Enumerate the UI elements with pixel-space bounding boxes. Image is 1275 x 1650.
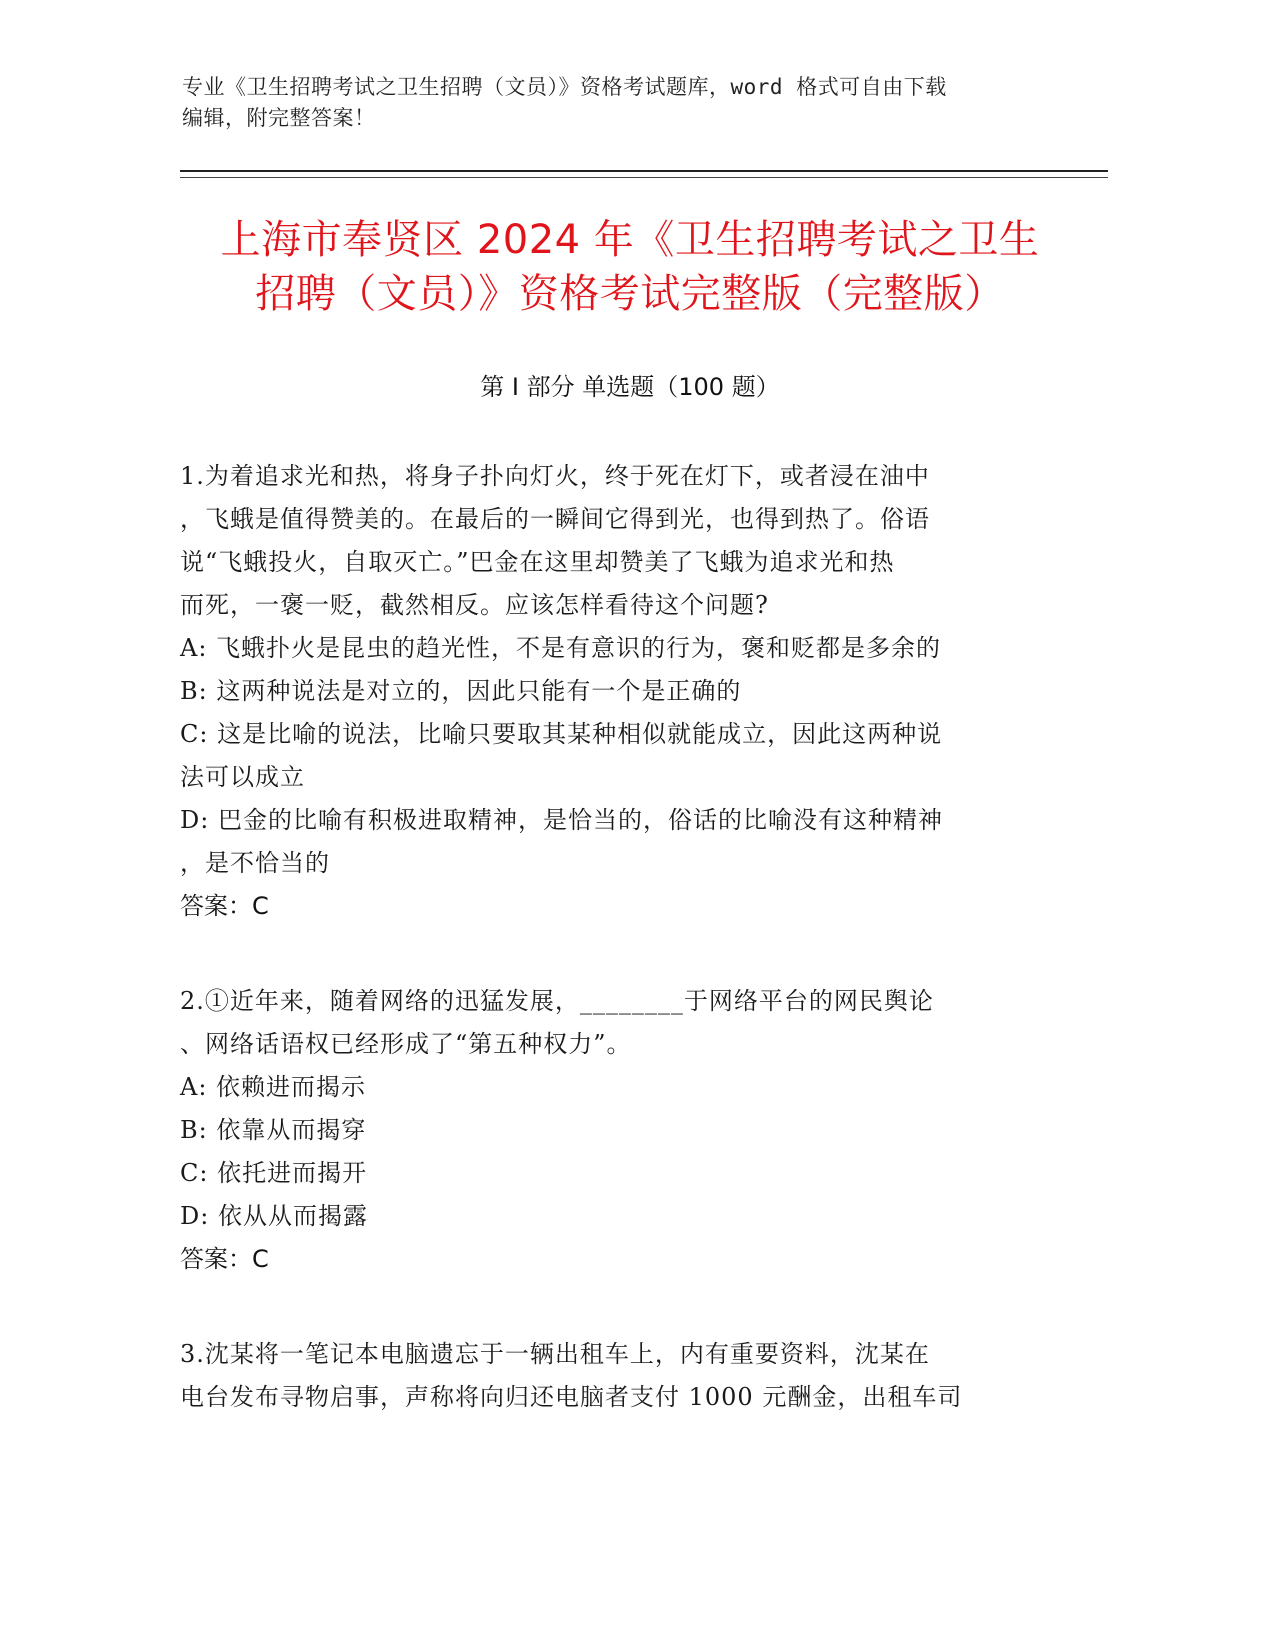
question-stem-line: 3.沈某将一笔记本电脑遗忘于一辆出租车上，内有重要资料，沈某在 bbox=[180, 1340, 930, 1368]
question-stem-line: 说“飞蛾投火，自取灭亡。”巴金在这里却赞美了飞蛾为追求光和热 bbox=[180, 548, 895, 576]
question-stem-line: 1.为着追求光和热，将身子扑向灯火，终于死在灯下，或者浸在油中 bbox=[180, 462, 930, 490]
question-2 bbox=[180, 980, 1040, 1281]
section-heading: 第 I 部分 单选题（100 题） bbox=[480, 373, 780, 401]
header-note-line-2: 编辑，附完整答案！ bbox=[182, 106, 376, 130]
answer-label: 答案：C bbox=[180, 1245, 269, 1273]
question-stem-line: 电台发布寻物启事，声称将向归还电脑者支付 1000 元酬金，出租车司 bbox=[180, 1383, 963, 1411]
document-title-line-2: 招聘（文员）》资格考试完整版（完整版） bbox=[255, 271, 1005, 317]
option-d-continued: ，是不恰当的 bbox=[180, 849, 330, 877]
question-stem-line: ，飞蛾是值得赞美的。在最后的一瞬间它得到光，也得到热了。俗语 bbox=[180, 505, 930, 533]
question-list bbox=[180, 455, 1040, 1471]
option-a: A: 依赖进而揭示 bbox=[180, 1073, 367, 1101]
question-stem-line: 、网络话语权已经形成了“第五种权力”。 bbox=[180, 1030, 632, 1058]
header-divider-thick bbox=[180, 170, 1108, 172]
option-a: A: 飞蛾扑火是昆虫的趋光性，不是有意识的行为，褒和贬都是多余的 bbox=[180, 634, 942, 662]
option-c: C: 依托进而揭开 bbox=[180, 1159, 368, 1187]
question-stem-line: 2.①近年来，随着网络的迅猛发展，________于网络平台的网民舆论 bbox=[180, 987, 934, 1015]
document-title bbox=[180, 213, 1080, 321]
header-divider-thin bbox=[180, 177, 1108, 178]
question-stem-line: 而死，一褒一贬，截然相反。应该怎样看待这个问题? bbox=[180, 591, 769, 619]
option-c: C: 这是比喻的说法，比喻只要取其某种相似就能成立，因此这两种说 bbox=[180, 720, 943, 748]
question-3 bbox=[180, 1333, 1040, 1419]
option-b: B: 这两种说法是对立的，因此只能有一个是正确的 bbox=[180, 677, 742, 705]
document-title-line-1: 上海市奉贤区 2024 年《卫生招聘考试之卫生 bbox=[220, 217, 1040, 263]
question-1 bbox=[180, 455, 1040, 928]
option-b: B: 依靠从而揭穿 bbox=[180, 1116, 367, 1144]
header-note-line-1: 专业《卫生招聘考试之卫生招聘（文员）》资格考试题库，word 格式可自由下载 bbox=[182, 75, 947, 99]
option-c-continued: 法可以成立 bbox=[180, 763, 305, 791]
option-d: D: 依从从而揭露 bbox=[180, 1202, 368, 1230]
answer-label: 答案：C bbox=[180, 892, 269, 920]
option-d: D: 巴金的比喻有积极进取精神，是恰当的，俗话的比喻没有这种精神 bbox=[180, 806, 943, 834]
header-note bbox=[182, 72, 1062, 134]
